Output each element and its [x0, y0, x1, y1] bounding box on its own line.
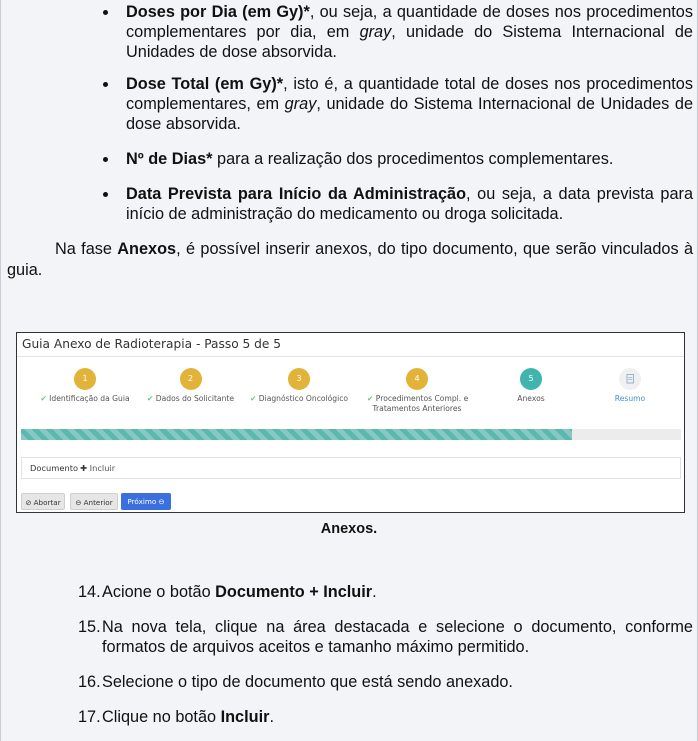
step-label-text: Procedimentos Compl. e: [375, 394, 469, 403]
step-number: 17.: [78, 708, 101, 726]
wizard-step-3[interactable]: [249, 368, 349, 404]
anexos-paragraph: [7, 239, 693, 281]
step-label-text: Tratamentos Anteriores: [372, 404, 462, 413]
bullet-text: , ou seja, a quantidade de doses nos procedimentos complementares por dia, em: [126, 3, 693, 41]
step-label: [143, 394, 238, 404]
abort-button[interactable]: ⊘ Abortar: [21, 493, 65, 510]
step-number: 14.: [78, 583, 101, 601]
check-icon: ✔: [146, 394, 154, 403]
step-text: Clique no botão: [102, 708, 221, 726]
wizard-step-resumo[interactable]: [602, 368, 658, 404]
wizard-step-2[interactable]: [143, 368, 238, 404]
bullet-dose-total: [126, 74, 693, 134]
step-text: .: [372, 583, 377, 601]
step-text: .: [269, 708, 274, 726]
bullet-data-prevista: [126, 184, 693, 224]
step-number-badge: 2: [180, 368, 202, 390]
bullet-term: Data Prevista para Início da Administração: [126, 185, 467, 203]
paragraph-text: Na fase: [55, 240, 118, 258]
step-number: 16.: [78, 673, 101, 691]
bullet-dot: [103, 157, 108, 162]
progress-bar: [21, 429, 681, 440]
figure-caption: Anexos.: [320, 521, 378, 537]
step-label-text: Diagnóstico Oncológico: [258, 394, 349, 403]
next-button[interactable]: Próximo ⊖: [121, 493, 171, 510]
bullet-text: para a realização dos procedimentos complementares.: [212, 150, 614, 168]
wizard-screenshot: [16, 332, 685, 513]
document-include-row: [21, 457, 681, 479]
check-icon: ✔: [40, 394, 47, 403]
bullet-text: , unidade do Sistema Internacional de Unidades de dose absorvida.: [126, 95, 694, 133]
bullet-term: Nº de Dias*: [126, 150, 213, 168]
bullet-text: , ou seja, a data prevista para início de administração do medicamento ou droga solicitada.: [126, 185, 693, 223]
step-item-15: [78, 617, 693, 657]
step-label: [35, 394, 135, 404]
step-label-text: Identificação da Guia: [49, 394, 130, 403]
wizard-step-4[interactable]: [367, 368, 467, 414]
step-text: Acione o botão: [102, 583, 216, 601]
paragraph-bold: Anexos: [117, 240, 177, 258]
include-label: Incluir: [89, 463, 116, 473]
step-label-text: Anexos: [517, 394, 545, 403]
step-label: [249, 394, 349, 404]
step-label: [367, 394, 467, 414]
step-item-16: [78, 672, 693, 692]
step-number-badge: 4: [406, 368, 428, 390]
step-bold: Incluir: [220, 708, 270, 726]
bullet-dot: [103, 10, 108, 15]
bullet-doses-por-dia: [126, 2, 693, 62]
step-label-text: Resumo: [614, 394, 646, 403]
divider: [17, 356, 684, 357]
document-icon: [619, 368, 641, 390]
bullet-dot: [103, 82, 108, 87]
wizard-step-1[interactable]: [35, 368, 135, 404]
step-text: Na nova tela, clique na área destacada e selecione o documento, conforme formatos de arquivos aceitos e tamanho máximo permitido.: [102, 618, 693, 656]
bullet-numero-dias: [126, 149, 693, 169]
bullet-italic: gray: [284, 95, 317, 113]
step-number-badge: 1: [74, 368, 96, 390]
bullet-term: Dose Total (em Gy)*: [126, 75, 284, 93]
document-include-button[interactable]: [30, 463, 115, 473]
check-icon: ✔: [367, 394, 374, 403]
step-number-badge: 5: [520, 368, 542, 390]
wizard-title: Guia Anexo de Radioterapia - Passo 5 de 5: [22, 337, 282, 351]
step-number: 15.: [78, 618, 101, 636]
step-item-17: [78, 707, 693, 727]
check-icon: ✔: [249, 394, 257, 403]
step-number-badge: 3: [288, 368, 310, 390]
progress-fill: [21, 429, 572, 440]
plus-icon: ✚: [80, 463, 88, 473]
bullet-italic: gray: [359, 23, 392, 41]
bullet-term: Doses por Dia (em Gy)*: [126, 3, 310, 21]
bullet-text: , unidade do Sistema Internacional de Unidades de dose absorvida.: [126, 23, 693, 61]
step-item-14: [78, 582, 693, 602]
previous-button[interactable]: ⊖ Anterior: [70, 493, 118, 510]
step-label-text: Dados do Solicitante: [155, 394, 235, 403]
document-label: Documento: [30, 463, 79, 473]
wizard-step-5-current[interactable]: [503, 368, 559, 404]
step-text: Selecione o tipo de documento que está sendo anexado.: [102, 673, 513, 691]
bullet-dot: [103, 192, 108, 197]
paragraph-text: , é possível inserir anexos, do tipo documento, que serão vinculados à guia.: [7, 240, 693, 279]
step-bold: Documento + Incluir: [215, 583, 373, 601]
bullet-text: , isto é, a quantidade total de doses nos procedimentos complementares, em: [126, 75, 694, 113]
